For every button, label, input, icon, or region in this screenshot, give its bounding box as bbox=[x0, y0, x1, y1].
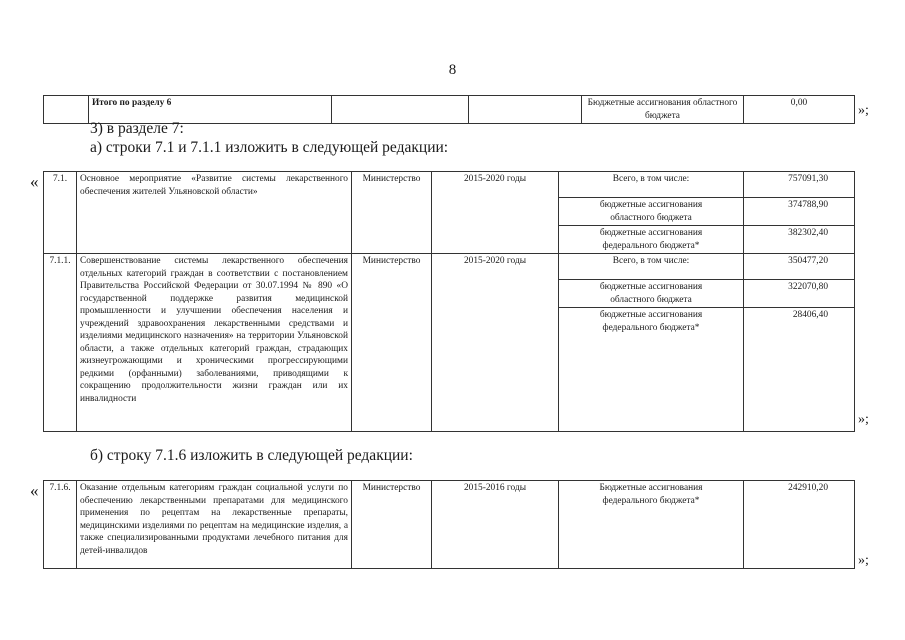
value-cell: 350477,20 bbox=[744, 254, 855, 280]
source-cell: бюджетные ассигнования областного бюджета bbox=[559, 198, 744, 226]
table-a bbox=[43, 171, 855, 432]
row-executor: Министерство bbox=[352, 172, 432, 254]
close-quote-top: »; bbox=[858, 103, 869, 118]
row-name: Совершенствование системы лекарственного обеспечения отдельных категорий граждан в соответствии с постановлением Правительства Российской Федерации от 30.07.1994 № 890 «О государственной поддержке развития медицинской промышленности и улучшении обеспечения населения и учреждений здравоохранения лекарственными средствами и изделиями медицинского назначения» на территории Ульяновской области, а также отдельных категорий граждан, страдающих жизнеугрожающими и хроническими прогрессирующими редкими (орфанными) заболеваниями, приводящими к сокращению продолжительности жизни граждан или их инвалидности bbox=[77, 254, 352, 432]
open-quote-b: « bbox=[30, 481, 39, 500]
row-period: 2015-2016 годы bbox=[432, 481, 559, 569]
close-quote-a: »; bbox=[858, 412, 869, 427]
row-executor: Министерство bbox=[352, 481, 432, 569]
total-value: 0,00 bbox=[744, 96, 855, 124]
value-cell: 242910,20 bbox=[744, 481, 855, 569]
value-cell: 374788,90 bbox=[744, 198, 855, 226]
sub-a-heading: а) строки 7.1 и 7.1.1 изложить в следующей редакции: bbox=[90, 139, 449, 156]
source-cell: бюджетные ассигнования федерального бюджета* bbox=[559, 226, 744, 254]
table-row bbox=[44, 254, 855, 280]
sub-b-heading: б) строку 7.1.6 изложить в следующей редакции: bbox=[90, 447, 413, 464]
close-quote-b: »; bbox=[858, 553, 869, 568]
total-label: Итого по разделу 6 bbox=[89, 96, 332, 124]
table-row bbox=[44, 481, 855, 569]
value-cell: 322070,80 bbox=[744, 280, 855, 308]
source-cell: Всего, в том числе: bbox=[559, 254, 744, 280]
row-executor: Министерство bbox=[352, 254, 432, 432]
row-name: Основное мероприятие «Развитие системы лекарственного обеспечения жителей Ульяновской области» bbox=[77, 172, 352, 254]
table-row bbox=[44, 172, 855, 198]
row-num: 7.1. bbox=[44, 172, 77, 254]
budget-label: Бюджетные ассигнования областного бюджета bbox=[582, 96, 744, 124]
row-period: 2015-2020 годы bbox=[432, 172, 559, 254]
section-heading: 3) в разделе 7: bbox=[90, 120, 184, 137]
row-period: 2015-2020 годы bbox=[432, 254, 559, 432]
value-cell: 28406,40 bbox=[744, 308, 855, 432]
source-cell: бюджетные ассигнования областного бюджета bbox=[559, 280, 744, 308]
value-cell: 382302,40 bbox=[744, 226, 855, 254]
open-quote-a: « bbox=[30, 172, 39, 191]
row-name: Оказание отдельным категориям граждан социальной услуги по обеспечению лекарственными препаратами для медицинского применения по рецептам на лекарственные препараты, медицинскими изделиями по рецептам на медицинские изделия, а также специализированными продуктами лечебного питания для детей-инвалидов bbox=[77, 481, 352, 569]
value-cell: 757091,30 bbox=[744, 172, 855, 198]
source-cell: бюджетные ассигнования федерального бюджета* bbox=[559, 308, 744, 432]
table-b bbox=[43, 480, 855, 569]
source-cell: Всего, в том числе: bbox=[559, 172, 744, 198]
row-num: 7.1.6. bbox=[44, 481, 77, 569]
row-num: 7.1.1. bbox=[44, 254, 77, 432]
page-number: 8 bbox=[448, 62, 457, 78]
source-cell: Бюджетные ассигнования федерального бюджета* bbox=[559, 481, 744, 569]
